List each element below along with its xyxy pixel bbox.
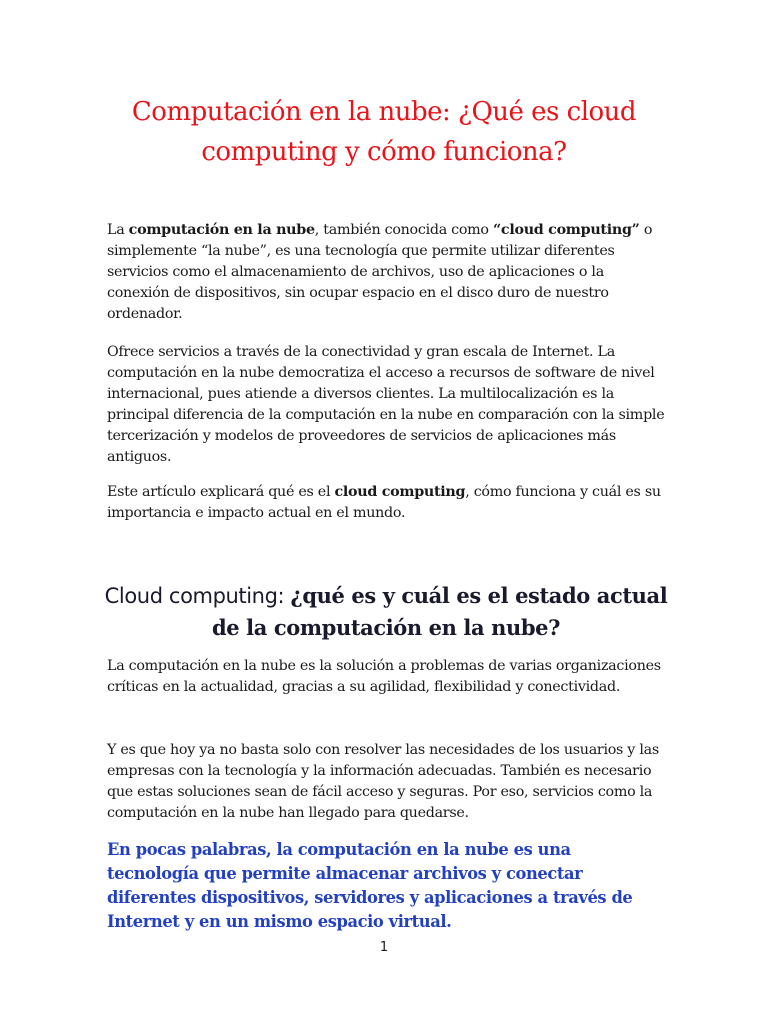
summary-highlight: En pocas palabras, la computación en la nube es una tecnología que permite almacenar archivos y conectar diferentes dispositivos, servidores y aplicaciones a través de Internet y en un mismo espacio virtual. [107,840,633,931]
section-heading-bold: ¿qué es y cuál es el estado actual de la computación en la nube? [212,583,668,640]
bold-term: computación en la nube [128,222,315,238]
section-heading [96,580,676,644]
text-run: , también conocida como [314,222,493,238]
solution-paragraph: La computación en la nube es la solución a problemas de varias organizaciones críticas en la actualidad, gracias a su agilidad, flexibilidad y conectividad. [107,658,661,695]
services-paragraph: Ofrece servicios a través de la conectividad y gran escala de Internet. La computación en la nube democratiza el acceso a recursos de software de nivel internacional, pues atiende a diversos clientes. La multilocalización es la principal diferencia de la computación en la nube en comparación con la simple tercerización y modelos de proveedores de servicios de aplicaciones más antiguos. [107,344,665,465]
text-run: La [107,222,129,238]
article-scope-paragraph [107,482,667,524]
page-number: 1 [379,940,389,955]
text-run: Este artículo explicará qué es el [107,484,335,500]
needs-paragraph: Y es que hoy ya no basta solo con resolver las necesidades de los usuarios y las empresas con la tecnología y la información adecuadas. También es necesario que estas soluciones sean de fácil acceso y seguras. Por eso, servicios como la computación en la nube han llegado para quedarse. [107,742,659,821]
text-run: , cómo funciona y cuál es su importancia e impacto actual en el mundo. [107,484,661,521]
bold-term: cloud computing [334,484,466,500]
page-title: Computación en la nube: ¿Qué es cloud computing y cómo funciona? [131,97,637,167]
text-run: o simplemente “la nube”, es una tecnología que permite utilizar diferentes servicios como el almacenamiento de archivos, uso de aplicaciones o la conexión de dispositivos, sin ocupar espacio en el disco duro de nuestro ordenador. [107,222,653,322]
bold-term: “cloud computing” [493,222,640,238]
intro-paragraph [107,220,667,325]
section-heading-plain: Cloud computing: [104,584,291,608]
